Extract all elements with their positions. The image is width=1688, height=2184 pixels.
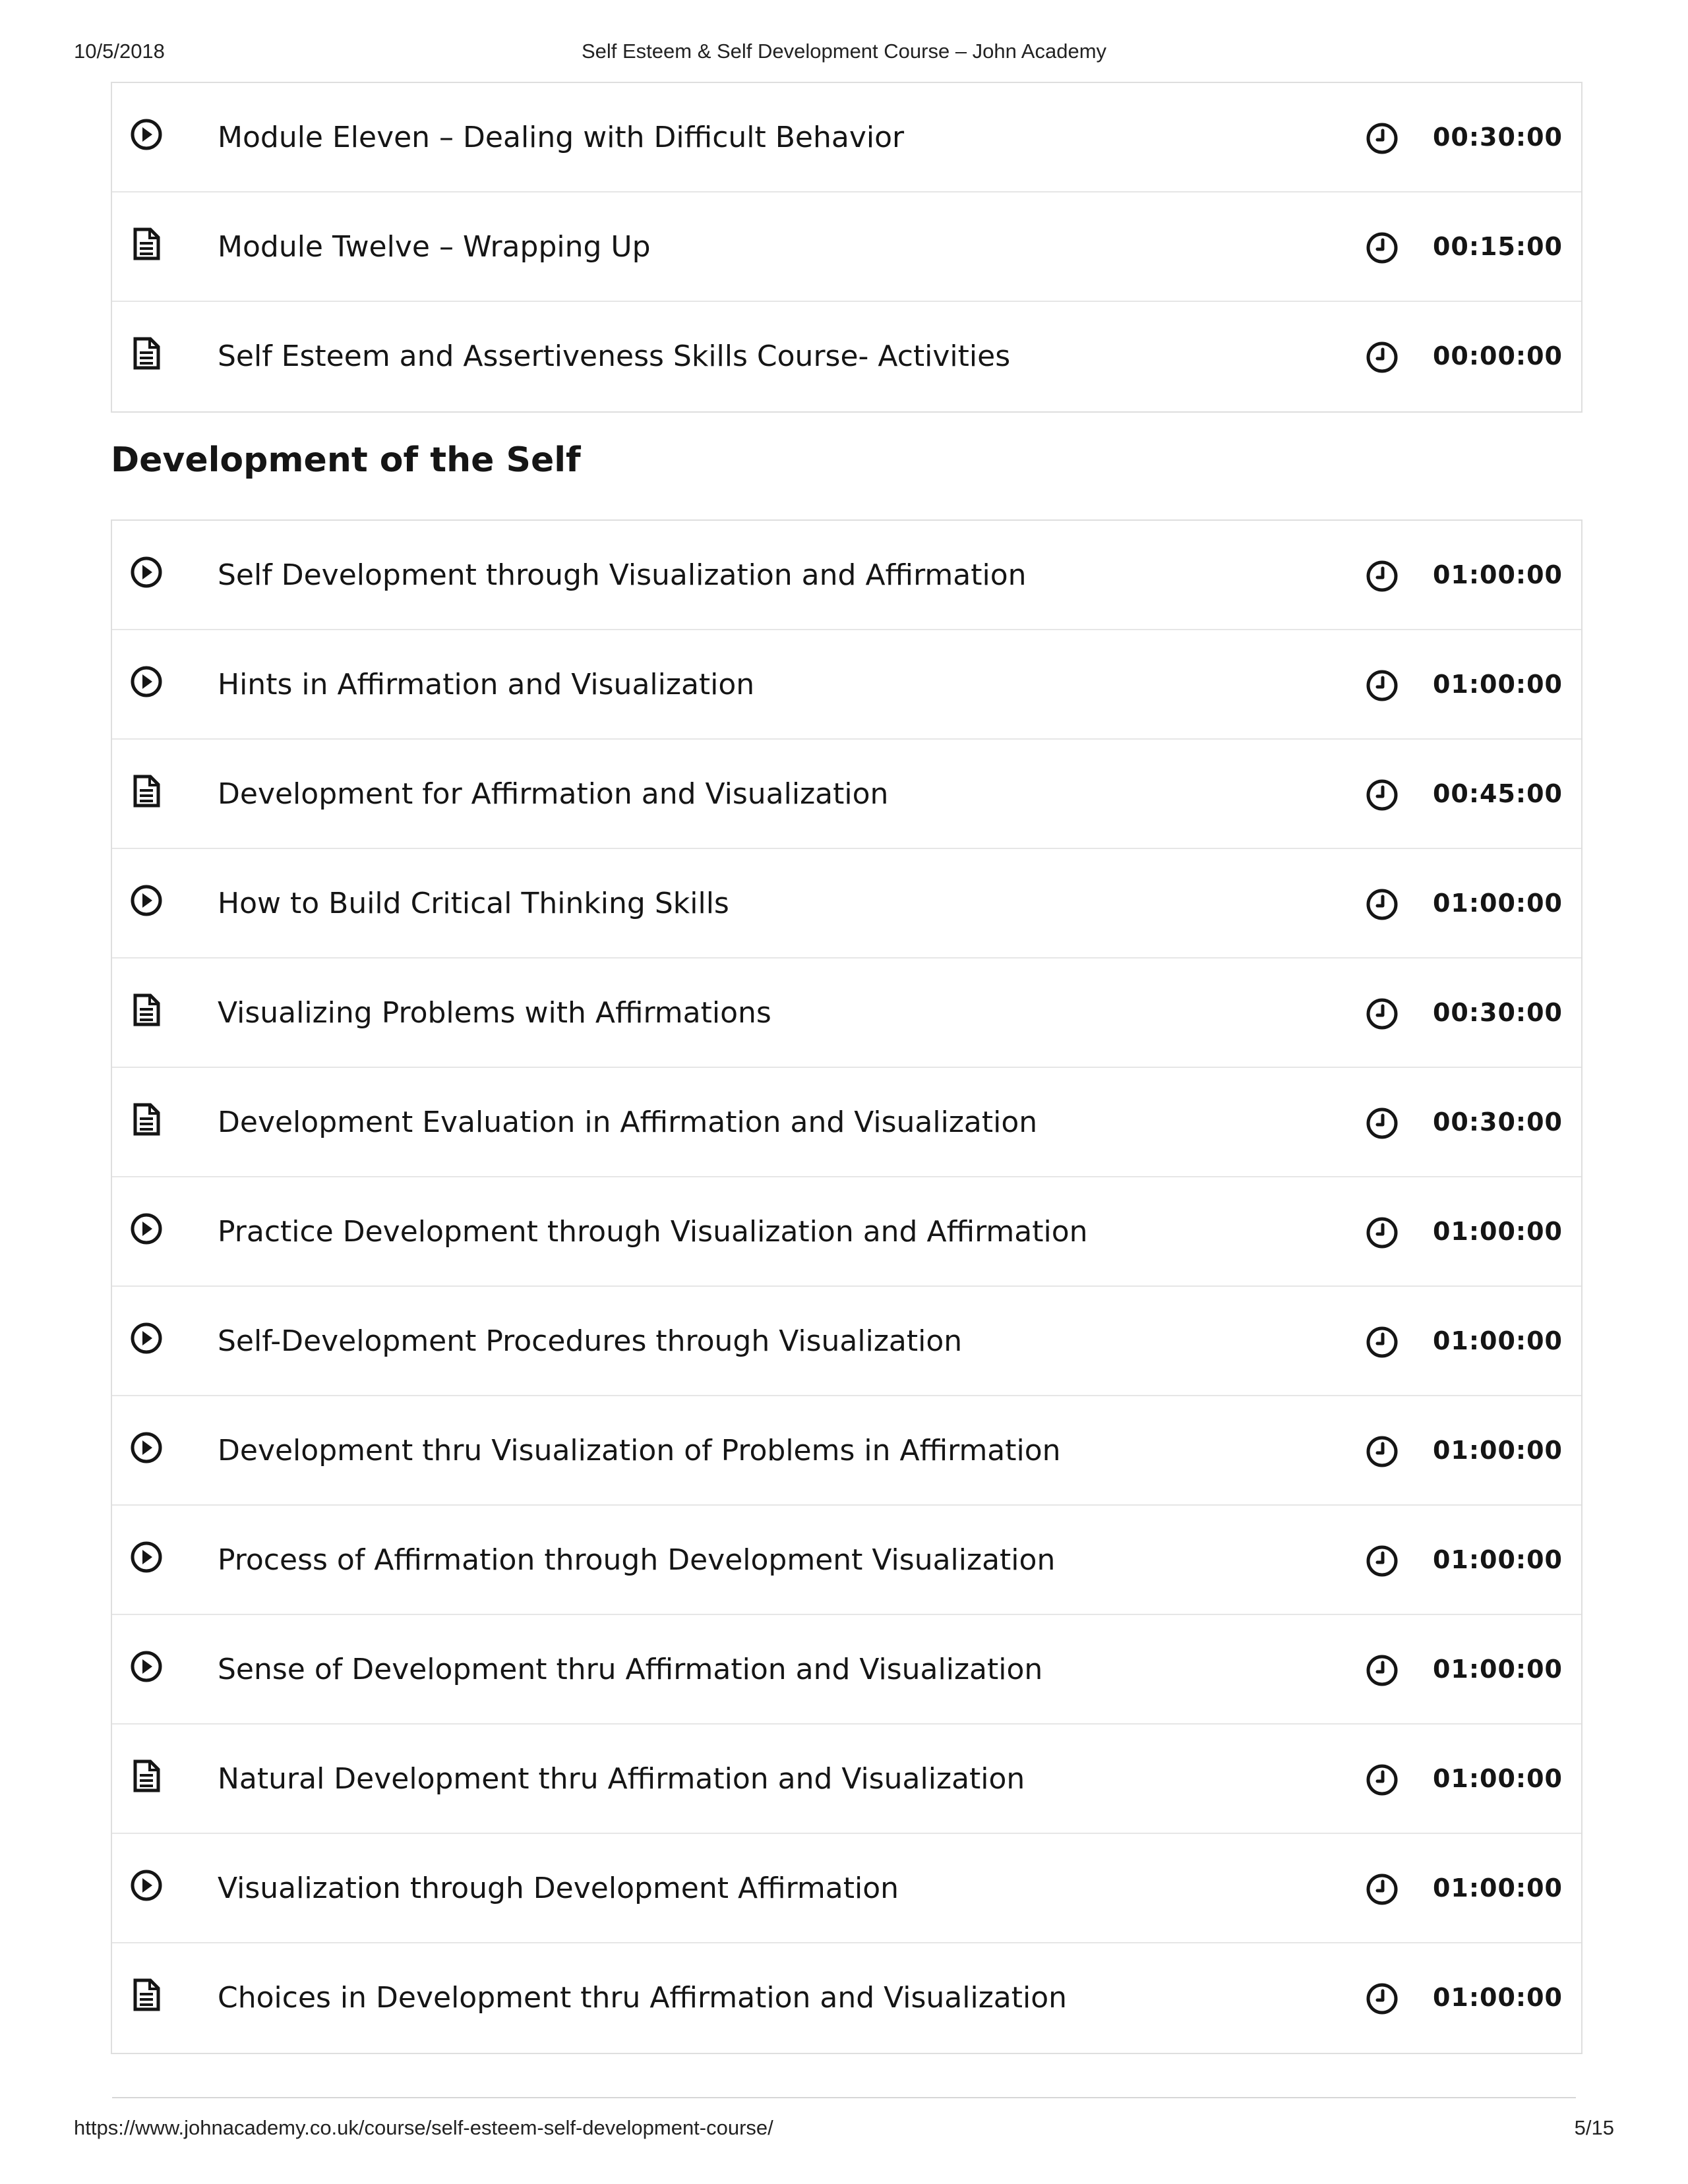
lesson-title[interactable]: Natural Development thru Affirmation and Visualization (218, 1762, 1025, 1796)
lesson-duration: 00:15:00 (1432, 232, 1563, 261)
lesson-duration: 00:30:00 (1432, 1107, 1563, 1136)
lesson-title[interactable]: Self Esteem and Assertiveness Skills Course- Activities (218, 339, 1011, 373)
play-circle-icon (129, 1868, 164, 1903)
print-footer (74, 2116, 1614, 2142)
clock-icon (1365, 340, 1399, 374)
lesson-row[interactable] (112, 83, 1581, 192)
clock-icon (1365, 1653, 1399, 1688)
play-circle-icon (129, 1649, 164, 1684)
clock-icon (1365, 1763, 1399, 1797)
lesson-title[interactable]: Module Twelve – Wrapping Up (218, 230, 651, 264)
document-icon (129, 336, 164, 370)
document-icon (129, 774, 164, 808)
play-circle-icon (129, 1212, 164, 1246)
lesson-duration: 01:00:00 (1432, 1545, 1563, 1574)
lesson-title[interactable]: Development Evaluation in Affirmation and Visualization (218, 1106, 1038, 1139)
lesson-row[interactable] (112, 1506, 1581, 1615)
print-page-number: 5/15 (1574, 2116, 1614, 2139)
clock-icon (1365, 559, 1399, 593)
lesson-title[interactable]: Visualizing Problems with Affirmations (218, 996, 771, 1030)
document-icon (129, 1978, 164, 2012)
lesson-title[interactable]: Process of Affirmation through Development Visualization (218, 1543, 1056, 1577)
lesson-duration: 00:30:00 (1432, 123, 1563, 152)
lesson-duration: 01:00:00 (1432, 560, 1563, 589)
document-icon (129, 227, 164, 261)
clock-icon (1365, 231, 1399, 265)
lesson-title[interactable]: Development for Affirmation and Visualization (218, 777, 889, 811)
lesson-row[interactable] (112, 1615, 1581, 1725)
lesson-title[interactable]: Visualization through Development Affirmation (218, 1872, 899, 1905)
clock-icon (1365, 121, 1399, 156)
lesson-title[interactable]: Choices in Development thru Affirmation and Visualization (218, 1981, 1068, 2015)
clock-icon (1365, 1544, 1399, 1578)
clock-icon (1365, 668, 1399, 703)
lesson-title[interactable]: Module Eleven – Dealing with Difficult Behavior (218, 121, 905, 154)
clock-icon (1365, 1872, 1399, 1906)
lesson-row[interactable] (112, 849, 1581, 959)
print-header (74, 40, 1614, 69)
lesson-duration: 00:00:00 (1432, 341, 1563, 370)
lesson-row[interactable] (112, 630, 1581, 740)
lesson-row[interactable] (112, 1068, 1581, 1177)
clock-icon (1365, 887, 1399, 922)
play-circle-icon (129, 1321, 164, 1355)
lesson-duration: 01:00:00 (1432, 1764, 1563, 1793)
clock-icon (1365, 1216, 1399, 1250)
play-circle-icon (129, 664, 164, 699)
document-icon (129, 993, 164, 1027)
lesson-row[interactable] (112, 192, 1581, 302)
clock-icon (1365, 778, 1399, 812)
lesson-row[interactable] (112, 1725, 1581, 1834)
lesson-duration: 01:00:00 (1432, 1983, 1563, 2012)
lesson-duration: 01:00:00 (1432, 889, 1563, 918)
lesson-row[interactable] (112, 1943, 1581, 2053)
lesson-title[interactable]: Self-Development Procedures through Visualization (218, 1324, 963, 1358)
play-circle-icon (129, 117, 164, 152)
lesson-row[interactable] (112, 1287, 1581, 1396)
print-date: 10/5/2018 (74, 40, 165, 63)
lesson-duration: 01:00:00 (1432, 670, 1563, 699)
clock-icon (1365, 1982, 1399, 2016)
clock-icon (1365, 997, 1399, 1031)
lesson-duration: 01:00:00 (1432, 1217, 1563, 1246)
lesson-title[interactable]: Self Development through Visualization and Affirmation (218, 558, 1027, 592)
lesson-title[interactable]: Hints in Affirmation and Visualization (218, 668, 755, 701)
lesson-row[interactable] (112, 521, 1581, 630)
lesson-row[interactable] (112, 740, 1581, 849)
print-page-title: Self Esteem & Self Development Course – John Academy (581, 40, 1107, 63)
lesson-row[interactable] (112, 302, 1581, 411)
lesson-duration: 01:00:00 (1432, 1326, 1563, 1355)
lesson-row[interactable] (112, 1396, 1581, 1506)
document-icon (129, 1102, 164, 1136)
lesson-duration: 01:00:00 (1432, 1874, 1563, 1903)
curriculum-section-list (111, 82, 1582, 413)
play-circle-icon (129, 1431, 164, 1465)
lesson-row[interactable] (112, 1177, 1581, 1287)
lesson-title[interactable]: Practice Development through Visualization and Affirmation (218, 1215, 1088, 1249)
curriculum-section-list (111, 519, 1582, 2054)
footer-divider (112, 2097, 1576, 2098)
clock-icon (1365, 1106, 1399, 1140)
clock-icon (1365, 1434, 1399, 1469)
lesson-row[interactable] (112, 959, 1581, 1068)
lesson-duration: 01:00:00 (1432, 1436, 1563, 1465)
lesson-duration: 00:45:00 (1432, 779, 1563, 808)
lesson-duration: 01:00:00 (1432, 1655, 1563, 1684)
lesson-duration: 00:30:00 (1432, 998, 1563, 1027)
play-circle-icon (129, 555, 164, 589)
lesson-row[interactable] (112, 1834, 1581, 1943)
lesson-title[interactable]: How to Build Critical Thinking Skills (218, 887, 729, 920)
print-url: https://www.johnacademy.co.uk/course/self-esteem-self-development-course/ (74, 2116, 773, 2139)
play-circle-icon (129, 883, 164, 918)
play-circle-icon (129, 1540, 164, 1574)
document-icon (129, 1759, 164, 1793)
section-heading: Development of the Self (111, 440, 581, 480)
lesson-title[interactable]: Sense of Development thru Affirmation and Visualization (218, 1653, 1043, 1686)
lesson-title[interactable]: Development thru Visualization of Problems in Affirmation (218, 1434, 1061, 1467)
clock-icon (1365, 1325, 1399, 1359)
